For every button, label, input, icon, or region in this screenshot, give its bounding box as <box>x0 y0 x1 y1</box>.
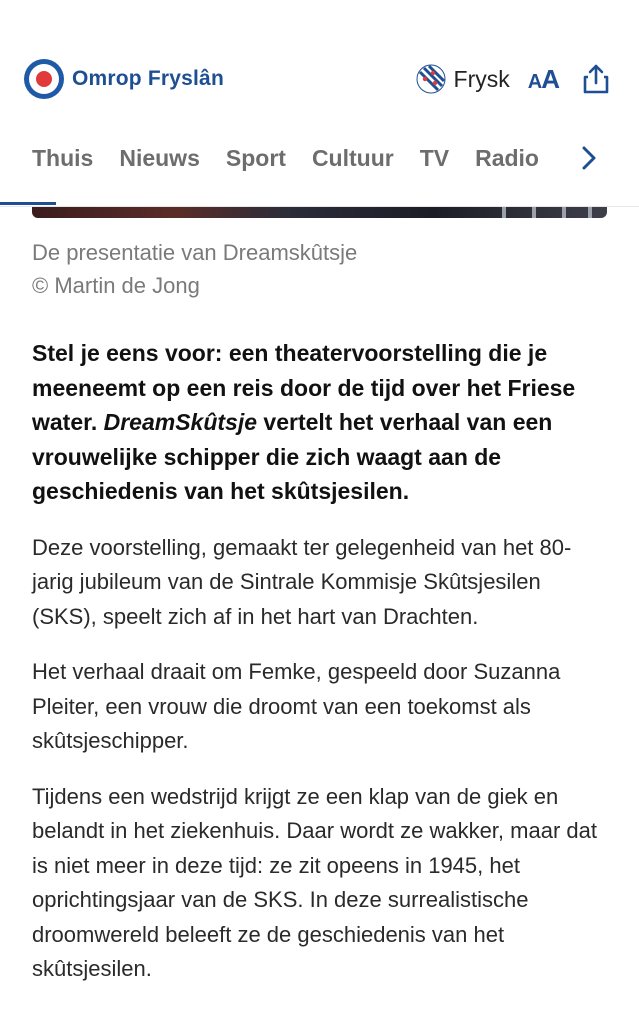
header-actions <box>416 58 609 100</box>
main-nav <box>32 140 565 176</box>
omrop-logo-icon <box>24 59 64 99</box>
frisian-flag-icon[interactable] <box>416 64 446 94</box>
article-paragraph: Tijdens een wedstrijd krijgt ze een klap van de giek en belandt in het ziekenhuis. Daar wordt ze wakker, maar dat is niet meer in deze tijd: ze zit opeens in 1945, het oprichtingsjaar van de SKS. In deze surrealistische droomwereld beleeft ze de geschiedenis van het skûtsjesilen. <box>32 783 597 981</box>
font-size-small-letter: A <box>527 70 542 93</box>
nav-item-nieuws[interactable]: Nieuws <box>119 144 200 171</box>
article-photo <box>32 206 607 218</box>
lead-text-start: Stel je eens voor: een theatervoorstelling die je meeneemt op een reis door de tijd over het Friese water. <box>32 340 576 435</box>
nav-item-radio[interactable]: Radio <box>475 144 539 171</box>
nav-item-thuis[interactable]: Thuis <box>32 144 94 171</box>
lead-emphasis: DreamSkûtsje <box>103 409 258 435</box>
nav-active-indicator <box>0 202 56 205</box>
article-lead <box>32 336 608 509</box>
font-size-button[interactable] <box>528 64 559 95</box>
brand-logo[interactable] <box>24 58 224 100</box>
article-body <box>32 336 608 1008</box>
photo-caption <box>32 236 602 302</box>
nav-item-cultuur[interactable]: Cultuur <box>311 144 394 171</box>
share-icon[interactable] <box>583 64 609 94</box>
chevron-right-icon[interactable] <box>578 143 600 173</box>
site-header <box>0 0 639 207</box>
brand-name: Omrop Fryslân <box>72 67 224 90</box>
font-size-big-letter: A <box>541 63 559 94</box>
caption-text: De presentatie van Dreamskûtsje <box>32 240 358 265</box>
nav-item-tv[interactable]: TV <box>419 144 450 171</box>
photo-credit: © Martin de Jong <box>32 273 200 298</box>
nav-item-sport[interactable]: Sport <box>225 144 286 171</box>
article-paragraph: Deze voorstelling, gemaakt ter gelegenheid van het 80-jarig jubileum van de Sintrale Kommisje Skûtsjesilen (SKS), speelt zich af in het hart van Drachten. <box>32 534 572 629</box>
lead-text-end: vertelt het verhaal van een vrouwelijke schipper die zich waagt aan de geschiedenis van het skûtsjesilen. <box>32 409 553 504</box>
article-paragraph: Het verhaal draait om Femke, gespeeld door Suzanna Pleiter, een vrouw die droomt van een toekomst als skûtsjeschipper. <box>32 659 561 753</box>
language-toggle[interactable]: Frysk <box>453 65 510 92</box>
